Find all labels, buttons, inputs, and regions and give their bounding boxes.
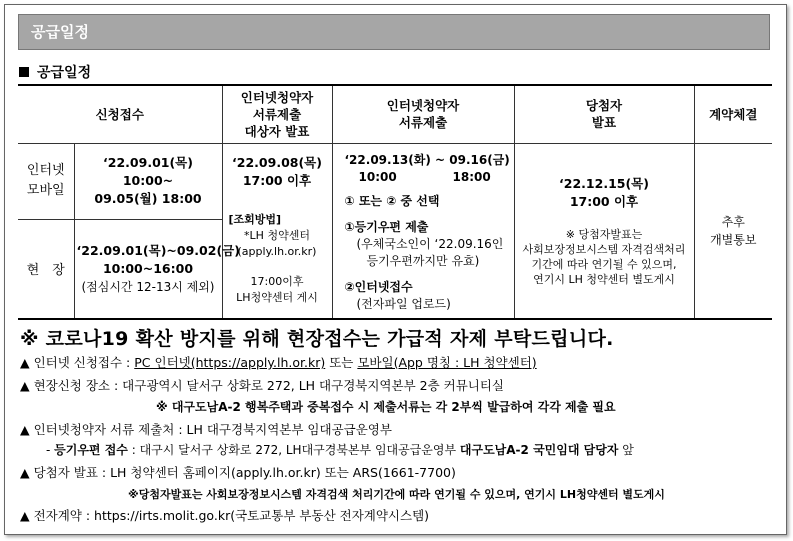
doc-submit-cell: [332, 143, 514, 319]
cell-text: ‘22.09.01(목)~09.02(금): [76, 242, 240, 258]
notice-text: 대구도남A-2 국민임대 담당자: [459, 443, 619, 457]
header-text: 대상자 발표: [244, 123, 310, 139]
header-contract: 계약체결: [694, 85, 772, 143]
cell-text: 10:00: [358, 169, 397, 184]
cell-text: 18:00: [452, 169, 491, 184]
winner-note: [517, 227, 692, 287]
winner-cell: [514, 143, 694, 319]
cell-text: 개별통보: [710, 232, 757, 247]
section-title: [19, 62, 91, 82]
header-text: 인터넷청약자: [240, 89, 314, 105]
online-apply-dates: [74, 143, 222, 219]
notice-online-apply: [20, 353, 537, 371]
notice-text: 등기우편 접수: [54, 443, 128, 457]
notice-text: -: [46, 443, 55, 457]
cell-text: (점심시간 12-13시 제외): [81, 279, 215, 294]
cell-text: ※ 당첨자발표는: [565, 227, 643, 241]
cell-text: 10:00~16:00: [102, 260, 194, 276]
header-text: 인터넷청약자: [386, 98, 460, 114]
covid-notice: ※ 코로나19 확산 방지를 위해 현장접수는 가급적 자제 부탁드립니다.: [20, 328, 614, 350]
cell-text: ‘22.09.08(목): [232, 154, 322, 170]
notice-text: 앞: [618, 443, 634, 457]
cell-text: ‘22.09.01(목) 10:00~: [103, 155, 193, 188]
cell-text: 모바일: [26, 183, 65, 198]
cell-text: 17:00 이후: [242, 172, 312, 188]
cell-text: (우체국소인이 ‘22.09.16인: [356, 236, 504, 251]
pc-internet-link[interactable]: PC 인터넷(https://apply.lh.or.kr): [134, 355, 326, 370]
header-text: 발표: [591, 115, 617, 131]
notice-text: ▲ 인터넷 신청접수 :: [20, 355, 135, 370]
cell-text: 09.05(월) 18:00: [94, 191, 202, 206]
header-apply: 신청접수: [18, 85, 222, 143]
cell-text: 17:00이후: [250, 274, 304, 288]
doc-submit-time: [345, 169, 512, 186]
notice-duplicate-apply: ※ 대구도남A-2 행복주택과 중복접수 시 제출서류는 각 2부씩 발급하여 각각 제출 필요: [156, 400, 616, 414]
square-bullet-icon: [19, 67, 29, 77]
header-text: 당첨자: [585, 98, 623, 114]
winner-date: [517, 175, 692, 211]
lookup-method: [225, 212, 330, 306]
row-label-site: 현 장: [18, 219, 74, 319]
target-announce-cell: [222, 143, 332, 319]
table-header-row: [18, 85, 772, 143]
notice-e-contract: ▲ 전자계약 : https://irts.molit.go.kr(국토교통부 부동산 전자계약시스템): [20, 508, 430, 523]
doc-submit-date: ‘22.09.13(화) ~ 09.16(금): [344, 152, 510, 167]
cell-text: (apply.lh.or.kr): [237, 244, 317, 258]
cell-text: 연기시 LH 청약센터 별도게시: [533, 272, 675, 286]
cell-text: 기간에 따라 연기될 수 있으며,: [531, 257, 677, 271]
target-announce-date: [225, 154, 330, 190]
online-submit-title: ②인터넷접수: [344, 279, 413, 294]
cell-text: LH청약센터 게시: [236, 290, 318, 304]
mobile-app-link[interactable]: 모바일(App 명칭 : LH 청약센터): [357, 355, 537, 370]
mail-submit-title: ①등기우편 제출: [344, 219, 429, 234]
notice-mail-address: [46, 441, 634, 458]
cell-text: 인터넷: [26, 163, 65, 178]
cell-text: *LH 청약센터: [244, 228, 310, 242]
header-online-target: [222, 85, 332, 143]
page-title-bar: [18, 14, 770, 50]
notice-site-location: ▲ 현장신청 장소 : 대구광역시 달서구 상화로 272, LH 대구경북지역본부 2층 커뮤니티실: [20, 378, 505, 393]
cell-text: (전자파일 업로드): [356, 296, 451, 311]
cell-text: 등기우편까지만 유효): [366, 253, 480, 268]
table-row: [18, 143, 772, 219]
notice-text: : 대구시 달서구 상화로 272, LH대구경북본부 임대공급운영부: [127, 443, 460, 457]
notice-doc-submit-place: ▲ 인터넷청약자 서류 제출처 : LH 대구경북지역본부 임대공급운영부: [20, 422, 392, 437]
page-title: 공급일정: [31, 23, 89, 41]
header-winner: [514, 85, 694, 143]
schedule-table: [18, 84, 772, 320]
cell-text: 추후: [721, 214, 745, 229]
choose-option: ① 또는 ② 중 선택: [344, 193, 440, 208]
header-text: 서류제출: [398, 115, 448, 131]
notice-text: 또는: [325, 355, 358, 370]
cell-text: ‘22.12.15(목): [559, 175, 649, 191]
notice-winner-delay: ※당첨자발표는 사회보장정보시스템 자격검색 처리기간에 따라 연기될 수 있으며, 연기시 LH청약센터 별도게시: [128, 488, 665, 501]
contract-cell: [694, 143, 772, 319]
notice-winner-announce: ▲ 당첨자 발표 : LH 청약센터 홈페이지(apply.lh.or.kr) 또는 ARS(1661-7700): [20, 465, 456, 480]
cell-text: 17:00 이후: [569, 193, 639, 209]
lookup-method-title: [조회방법]: [228, 212, 282, 226]
section-title-text: 공급일정: [37, 65, 92, 81]
row-label-online: [18, 143, 74, 219]
site-apply-dates: [74, 219, 240, 319]
cell-text: 사회보장정보시스템 자격검색처리: [522, 242, 686, 256]
header-online-docs: [332, 85, 514, 143]
header-text: 서류제출: [252, 106, 302, 122]
